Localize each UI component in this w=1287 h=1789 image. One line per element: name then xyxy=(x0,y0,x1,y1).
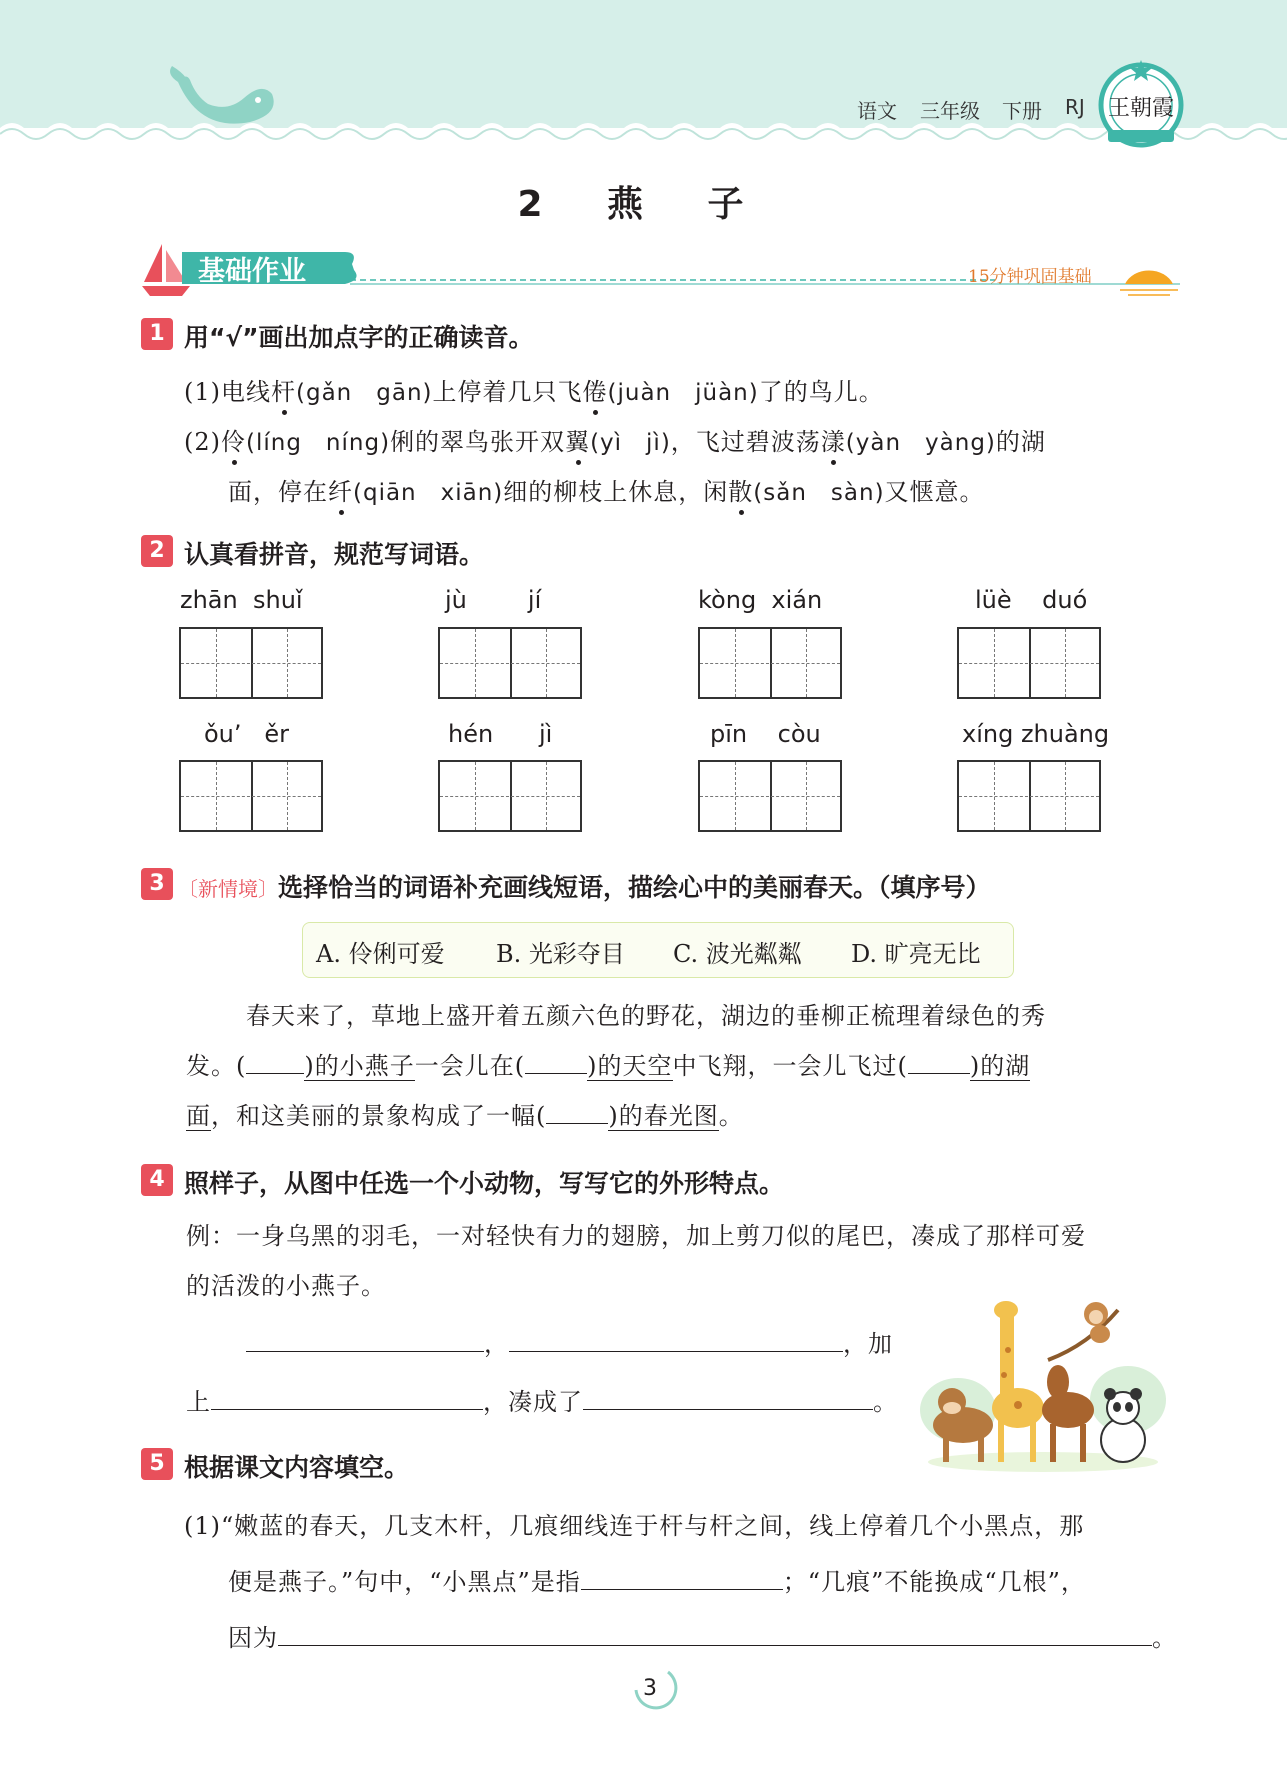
writing-grid[interactable] xyxy=(179,760,323,832)
question-number-2: 2 xyxy=(141,535,173,567)
q5-item-1-line-1: (1)“嫩蓝的春天，几支木杆，几痕细线连于杆与杆之间，线上停着几个小黑点，那 xyxy=(184,1512,1085,1540)
q3-paragraph-line-2: 发。( )的小燕子一会儿在( )的天空中飞翔，一会儿飞过( )的湖 xyxy=(186,1052,1031,1080)
answer-blank[interactable] xyxy=(581,1589,783,1590)
q5-item-1-line-3: 因为 。 xyxy=(228,1624,1177,1652)
q3-paragraph-line-1: 春天来了，草地上盛开着五颜六色的野花，湖边的垂柳正梳理着绿色的秀 xyxy=(246,1002,1046,1030)
writing-grid[interactable] xyxy=(698,760,842,832)
header-band xyxy=(0,0,1287,150)
pinyin-prompt: jù jí xyxy=(445,586,542,614)
pinyin-prompt: hén jì xyxy=(448,720,553,748)
answer-blank[interactable] xyxy=(583,1409,873,1410)
answer-blank[interactable] xyxy=(509,1351,843,1352)
q4-answer-line-1: ， ，加 xyxy=(246,1324,893,1359)
q4-answer-line-2: 上 ，凑成了 。 xyxy=(186,1388,898,1416)
option-d: D. 旷亮无比 xyxy=(851,940,981,968)
new-context-tag: 〔新情境〕 xyxy=(178,877,278,901)
writing-grid[interactable] xyxy=(438,760,582,832)
writing-grid[interactable] xyxy=(438,627,582,699)
question-number-4: 4 xyxy=(141,1164,173,1196)
page-number: 3 xyxy=(643,1676,657,1701)
pinyin-choice[interactable]: (gǎn gān) xyxy=(296,380,433,406)
section-label: 基础作业 xyxy=(198,256,306,287)
dotted-char: 翼 xyxy=(565,422,590,457)
section-time-note: 15分钟巩固基础 xyxy=(968,267,1092,287)
answer-blank[interactable] xyxy=(908,1073,970,1074)
answer-blank[interactable] xyxy=(546,1123,608,1124)
pinyin-choice[interactable]: (yì jì) xyxy=(590,430,671,456)
q4-example-line-1: 例：一身乌黑的羽毛，一对轻快有力的翅膀，加上剪刀似的尾巴，凑成了那样可爱 xyxy=(186,1222,1086,1250)
dotted-char: 纤 xyxy=(328,472,353,507)
subject-label: 语文 xyxy=(857,99,897,123)
pinyin-prompt: pīn còu xyxy=(710,720,821,748)
answer-blank[interactable] xyxy=(278,1645,1152,1646)
pinyin-choice[interactable]: (juàn jüàn) xyxy=(607,380,759,406)
option-c: C. 波光粼粼 xyxy=(673,940,802,968)
page-title: 2 燕 子 xyxy=(517,184,770,225)
edition-label: RJ xyxy=(1065,95,1085,119)
pinyin-prompt: xíng zhuàng xyxy=(962,720,1110,748)
q1-item-2: (2)伶(líng níng)俐的翠鸟张开双翼(yì jì)，飞过碧波荡漾(yàn yàng)的湖 xyxy=(184,422,1046,457)
pinyin-choice[interactable]: (qiān xiān) xyxy=(353,480,504,506)
dotted-char: 倦 xyxy=(583,372,608,407)
dotted-char: 散 xyxy=(728,472,753,507)
giraffe-icon xyxy=(992,1301,1044,1462)
writing-grid[interactable] xyxy=(179,627,323,699)
sunset-icon xyxy=(1120,270,1178,295)
answer-blank[interactable] xyxy=(246,1351,484,1352)
pinyin-choice[interactable]: (líng níng) xyxy=(246,430,391,456)
answer-blank[interactable] xyxy=(211,1409,483,1410)
pinyin-choice[interactable]: (yàn yàng) xyxy=(845,430,996,456)
question-2-heading: 认真看拼音，规范写词语。 xyxy=(184,540,485,569)
panda-icon xyxy=(1101,1388,1145,1462)
question-number-1: 1 xyxy=(141,318,173,350)
pinyin-prompt: ǒu’ ěr xyxy=(204,720,290,748)
pinyin-prompt: kòng xián xyxy=(698,586,823,614)
answer-blank[interactable] xyxy=(525,1073,587,1074)
dotted-char: 漾 xyxy=(821,422,846,457)
answer-blank[interactable] xyxy=(246,1073,304,1074)
pinyin-choice[interactable]: (sǎn sàn) xyxy=(753,480,885,506)
q1-item-2-cont: 面，停在纤(qiān xiān)细的柳枝上休息，闲散(sǎn sàn)又惬意。 xyxy=(228,472,985,507)
question-number-5: 5 xyxy=(141,1448,173,1480)
animals-illustration xyxy=(918,1290,1168,1475)
question-4-heading: 照样子，从图中任选一个小动物，写写它的外形特点。 xyxy=(184,1169,785,1198)
horse-icon xyxy=(1042,1365,1094,1462)
q4-example-line-2: 的活泼的小燕子。 xyxy=(186,1272,386,1300)
question-5-heading: 根据课文内容填空。 xyxy=(184,1453,410,1482)
option-b: B. 光彩夺目 xyxy=(496,940,625,968)
writing-grid[interactable] xyxy=(698,627,842,699)
question-3-heading: 〔新情境〕选择恰当的词语补充画线短语，描绘心中的美丽春天。（填序号） xyxy=(178,873,991,902)
q3-paragraph-line-3: 面，和这美丽的景象构成了一幅( )的春光图。 xyxy=(186,1102,744,1130)
q5-item-1-line-2: 便是燕子。”句中，“小黑点”是指 ；“几痕”不能换成“几根”， xyxy=(228,1568,1086,1596)
dotted-char: 伶 xyxy=(221,422,246,457)
option-a: A. 伶俐可爱 xyxy=(316,940,445,968)
dotted-char: 杆 xyxy=(271,372,296,407)
volume-label: 下册 xyxy=(1002,99,1042,123)
writing-grid[interactable] xyxy=(957,627,1101,699)
question-number-3: 3 xyxy=(141,868,173,900)
pinyin-prompt: zhān shuǐ xyxy=(180,586,303,614)
brand-seal-logo xyxy=(1098,60,1184,150)
brand-name: 王朝霞 xyxy=(1107,96,1175,121)
question-1-heading: 用“√”画出加点字的正确读音。 xyxy=(184,323,534,352)
q1-item-1: (1)电线杆(gǎn gān)上停着几只飞倦(juàn jüàn)了的鸟儿。 xyxy=(184,372,884,407)
pinyin-prompt: lüè duó xyxy=(975,586,1088,614)
writing-grid[interactable] xyxy=(957,760,1101,832)
grade-label: 三年级 xyxy=(920,99,980,123)
